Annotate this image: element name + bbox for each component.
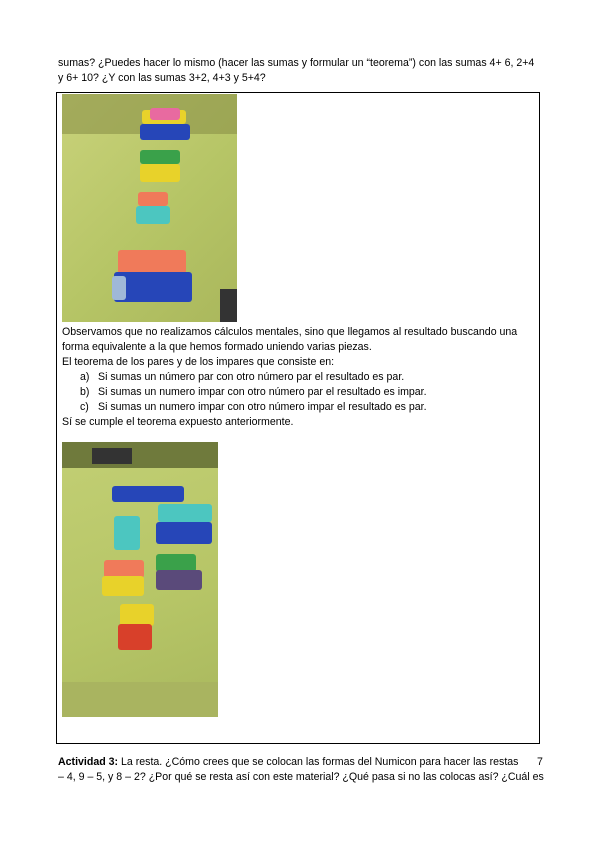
list-item-c: c) Si sumas un numero impar con otro número impar el resultado es par. — [80, 401, 427, 413]
theorem-intro: El teorema de los pares y de los impares que consiste en: — [62, 356, 335, 368]
intro-line-1: sumas? ¿Puedes hacer lo mismo (hacer las sumas y formular un “teorema”) con las sumas 4+ 6, 2+4 — [58, 57, 535, 69]
list-item-b: b) Si sumas un numero impar con otro número par el resultado es impar. — [80, 386, 427, 398]
list-item-a: a) Si sumas un número par con otro número par el resultado es par. — [80, 371, 405, 383]
conclusion: Sí se cumple el teorema expuesto anteriormente. — [62, 416, 294, 428]
activity-3-number: 7 — [537, 756, 543, 768]
numicon-photo-1 — [62, 94, 237, 322]
numicon-photo-2 — [62, 442, 218, 717]
activity-3-line-2: – 4, 9 – 5, y 8 – 2? ¿Por qué se resta así con este material? ¿Qué pasa si no las colocas así? ¿Cuál es — [58, 771, 544, 783]
activity-3-title: Actividad 3: — [58, 756, 119, 768]
observation-line-2: forma equivalente a la que hemos formado uniendo varias piezas. — [62, 341, 372, 353]
activity-3-line-1: Actividad 3: La resta. ¿Cómo crees que se colocan las formas del Numicon para hacer las restas — [58, 756, 519, 768]
observation-line-1: Observamos que no realizamos cálculos mentales, sino que llegamos al resultado buscando una — [62, 326, 518, 338]
intro-line-2: y 6+ 10? ¿Y con las sumas 3+2, 4+3 y 5+4? — [58, 72, 266, 84]
